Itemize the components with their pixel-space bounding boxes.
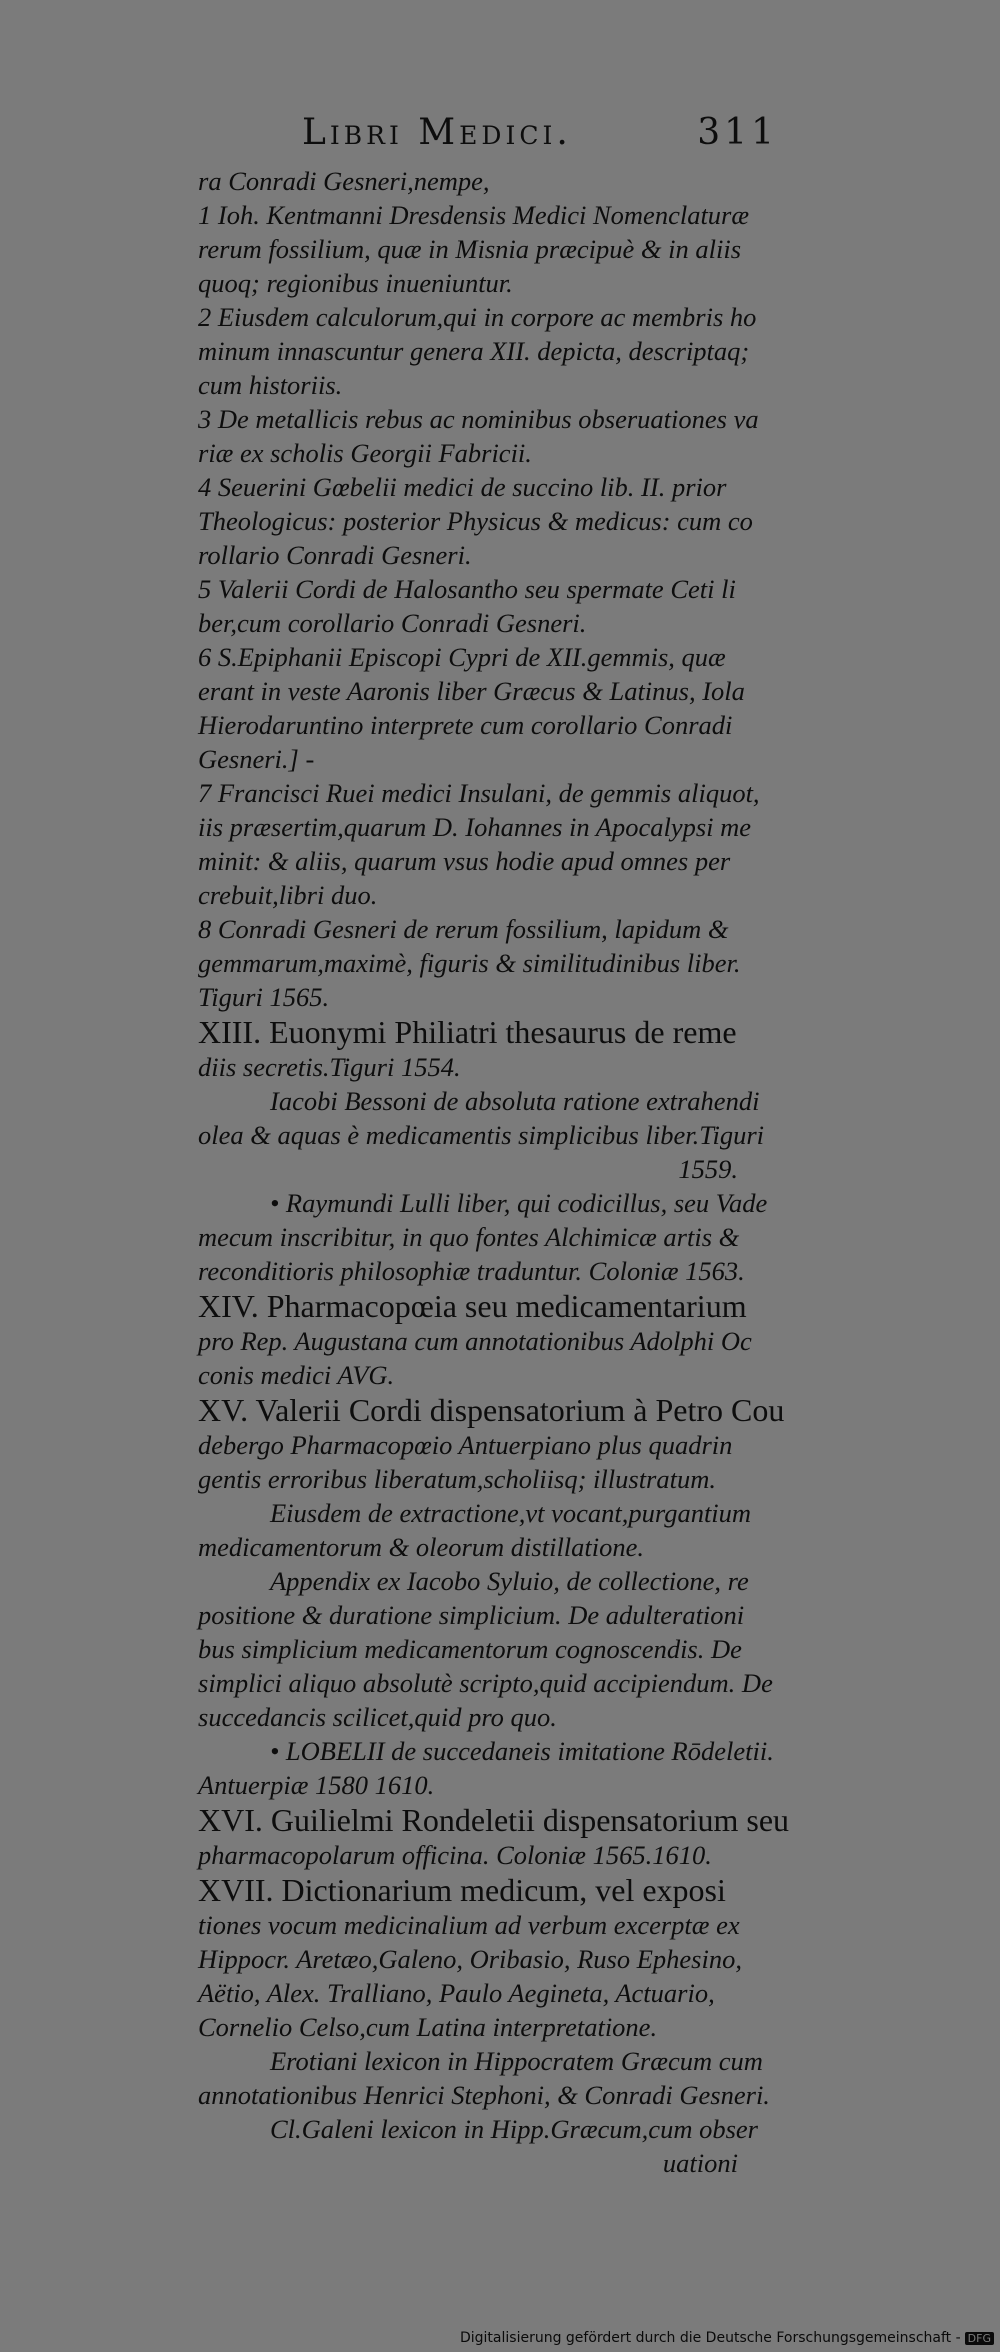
text-line: simplici aliquo absolutè scripto,quid accipiendum. De bbox=[198, 1668, 773, 1698]
text-line: bus simplicium medicamentorum cognoscendis. De bbox=[198, 1634, 742, 1664]
text-line: olea & aquas è medicamentis simplicibus liber.Tiguri bbox=[198, 1120, 765, 1150]
text-line: iis præsertim,quarum D. Iohannes in Apocalypsi me bbox=[198, 812, 752, 842]
text-line: • LOBELII de succedaneis imitatione Rōdeletii. bbox=[270, 1736, 774, 1766]
text-line: tiones vocum medicinalium ad verbum excerptæ ex bbox=[198, 1910, 740, 1940]
text-line: 2 Eiusdem calculorum,qui in corpore ac membris ho bbox=[198, 302, 757, 332]
section-heading-xvi: XVI. Guilielmi Rondeletii dispensatorium seu bbox=[198, 1802, 790, 1838]
text-line: rollario Conradi Gesneri. bbox=[198, 540, 472, 570]
text-line: Theologicus: posterior Physicus & medicus: cum co bbox=[198, 506, 753, 536]
digitization-credit bbox=[460, 2330, 994, 2346]
text-line: Hippocr. Aretæo,Galeno, Oribasio, Ruso Ephesino, bbox=[198, 1944, 742, 1974]
dfg-logo-icon: DFG bbox=[965, 2332, 994, 2345]
text-line: Eiusdem de extractione,vt vocant,purgantium bbox=[270, 1498, 752, 1528]
text-line: medicamentorum & oleorum distillatione. bbox=[198, 1532, 645, 1562]
text-line: Erotiani lexicon in Hippocratem Græcum cum bbox=[270, 2046, 763, 2076]
text-line: Hierodaruntino interprete cum corollario Conradi bbox=[198, 710, 733, 740]
text-line: succedancis scilicet,quid pro quo. bbox=[198, 1702, 557, 1732]
text-line: 1559. bbox=[678, 1154, 738, 1184]
text-line: • Raymundi Lulli liber, qui codicillus, seu Vade bbox=[270, 1188, 768, 1218]
section-heading-xv: XV. Valerii Cordi dispensatorium à Petro Cou bbox=[198, 1392, 785, 1428]
text-line: positione & duratione simplicium. De adulterationi bbox=[198, 1600, 745, 1630]
text-line: Appendix ex Iacobo Syluio, de collectione, re bbox=[270, 1566, 749, 1596]
credit-text: Digitalisierung gefördert durch die Deutsche Forschungsgemeinschaft - bbox=[459, 2330, 961, 2346]
text-line: Antuerpiæ 1580 1610. bbox=[198, 1770, 435, 1800]
text-line: erant in veste Aaronis liber Græcus & Latinus, Iola bbox=[198, 676, 745, 706]
text-line: 4 Seuerini Gœbelii medici de succino lib. II. prior bbox=[198, 472, 727, 502]
section-heading-xiv: XIV. Pharmacopœia seu medicamentarium bbox=[198, 1288, 747, 1324]
text-line: 5 Valerii Cordi de Halosantho seu spermate Ceti li bbox=[198, 574, 736, 604]
text-line: riæ ex scholis Georgii Fabricii. bbox=[198, 438, 532, 468]
text-line: diis secretis.Tiguri 1554. bbox=[198, 1052, 461, 1082]
text-line: quoq; regionibus inueniuntur. bbox=[198, 268, 513, 298]
text-line: Tiguri 1565. bbox=[198, 982, 330, 1012]
text-line: uationi bbox=[662, 2148, 738, 2178]
header-title: Libri Medici. bbox=[302, 112, 572, 153]
text-line: 8 Conradi Gesneri de rerum fossilium, lapidum & bbox=[198, 914, 729, 944]
text-line: annotationibus Henrici Stephoni, & Conradi Gesneri. bbox=[198, 2080, 770, 2110]
text-line: cum historiis. bbox=[198, 370, 343, 400]
text-line: ra Conradi Gesneri,nempe, bbox=[198, 166, 490, 196]
text-line: rerum fossilium, quæ in Misnia præcipuè & in aliis bbox=[198, 234, 742, 264]
page-number: 311 bbox=[697, 112, 778, 153]
text-line: minum innascuntur genera XII. depicta, descriptaq; bbox=[198, 336, 750, 366]
text-line: pro Rep. Augustana cum annotationibus Adolphi Oc bbox=[198, 1326, 752, 1356]
text-line: 6 S.Epiphanii Episcopi Cypri de XII.gemmis, quæ bbox=[198, 642, 726, 672]
text-line: ber,cum corollario Conradi Gesneri. bbox=[198, 608, 587, 638]
text-line: 7 Francisci Ruei medici Insulani, de gemmis aliquot, bbox=[198, 778, 760, 808]
text-line: 3 De metallicis rebus ac nominibus obseruationes va bbox=[198, 404, 759, 434]
text-line: mecum inscribitur, in quo fontes Alchimicæ artis & bbox=[198, 1222, 740, 1252]
text-line: minit: & aliis, quarum vsus hodie apud omnes per bbox=[198, 846, 731, 876]
body-text bbox=[198, 164, 790, 2180]
text-line: Aëtio, Alex. Tralliano, Paulo Aegineta, Actuario, bbox=[198, 1978, 715, 2008]
section-heading-xvii: XVII. Dictionarium medicum, vel exposi bbox=[198, 1872, 726, 1908]
text-line: Gesneri.] - bbox=[198, 744, 315, 774]
text-line: pharmacopolarum officina. Coloniæ 1565.1610. bbox=[198, 1840, 712, 1870]
text-line: Iacobi Bessoni de absoluta ratione extrahendi bbox=[270, 1086, 760, 1116]
section-heading-xiii: XIII. Euonymi Philiatri thesaurus de reme bbox=[198, 1014, 737, 1050]
text-line: Cornelio Celso,cum Latina interpretatione. bbox=[198, 2012, 658, 2042]
text-line: conis medici AVG. bbox=[198, 1360, 395, 1390]
text-line: gemmarum,maximè, figuris & similitudinibus liber. bbox=[198, 948, 741, 978]
text-line: Cl.Galeni lexicon in Hipp.Græcum,cum obser bbox=[270, 2114, 758, 2144]
text-line: crebuit,libri duo. bbox=[198, 880, 378, 910]
text-line: gentis erroribus liberatum,scholiisq; illustratum. bbox=[198, 1464, 716, 1494]
text-line: debergo Pharmacopœio Antuerpiano plus quadrin bbox=[198, 1430, 733, 1460]
text-line: reconditioris philosophiæ traduntur. Coloniæ 1563. bbox=[198, 1256, 745, 1286]
running-header bbox=[290, 112, 778, 162]
text-line: 1 Ioh. Kentmanni Dresdensis Medici Nomenclaturæ bbox=[198, 200, 750, 230]
